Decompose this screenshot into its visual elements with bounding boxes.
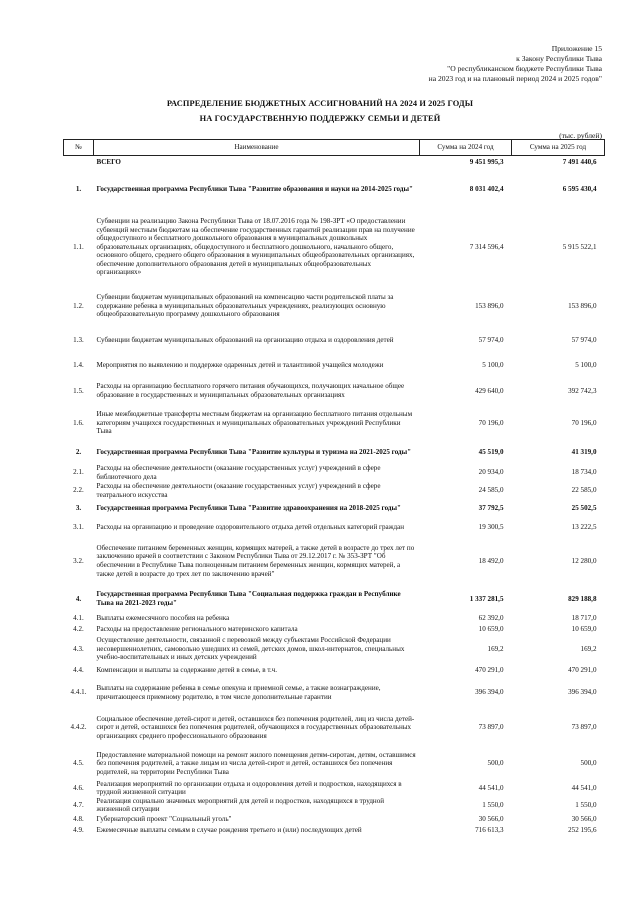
table-header-row (64, 140, 605, 156)
table-row (64, 708, 605, 748)
row-number: 4.4. (73, 666, 84, 675)
table-row (64, 748, 605, 780)
row-2025: 169,2 (580, 644, 597, 653)
table-row (64, 210, 605, 285)
row-2024: 57 974,0 (478, 335, 504, 344)
total-2024: 9 451 995,3 (469, 157, 504, 166)
row-2024: 24 585,0 (478, 486, 504, 495)
row-number: 1.2. (73, 301, 84, 310)
appendix-line: к Закону Республики Тыва (516, 54, 602, 63)
row-name: Ежемесячные выплаты семьям в случае рождения третьего и (или) последующих детей (96, 826, 362, 835)
total-2025: 7 491 440,6 (562, 157, 597, 166)
row-2024: 37 792,5 (478, 504, 504, 513)
row-name: Субвенции бюджетам муниципальных образований на организацию отдыха и оздоровления детей (96, 335, 394, 344)
row-2024: 30 566,0 (478, 815, 504, 824)
appendix-header (429, 44, 602, 84)
header-2025: Сумма на 2025 год (512, 140, 605, 156)
row-2024: 429 640,0 (475, 386, 504, 395)
row-name: Расходы на обеспечение деятельности (оказание государственных услуг) учреждений в сфере театрального искусства (96, 481, 381, 499)
row-2025: 44 541,0 (571, 783, 597, 792)
row-name: Компенсации и выплаты за содержание детей в семье, в т.ч. (96, 666, 278, 675)
row-number: 4.2. (73, 624, 84, 633)
row-name: Государственная программа Республики Тыва "Развитие здравоохранения на 2018-2025 годы" (96, 504, 401, 513)
row-number: 4.5. (73, 759, 84, 768)
table-row (64, 797, 605, 814)
budget-table (63, 139, 605, 836)
row-2024: 20 934,0 (478, 468, 504, 477)
table-row (64, 464, 605, 482)
program-row (64, 500, 605, 518)
row-number: 4.1. (73, 613, 84, 622)
row-2024: 18 492,0 (478, 556, 504, 565)
row-name: Расходы на организацию бесплатного горячего питания обучающихся, получающих начальное общее образование в государственных и муниципальных образовательных организациях (96, 382, 405, 399)
row-number: 1.3. (73, 335, 84, 344)
row-number: 2. (75, 448, 82, 457)
row-2025: 12 280,0 (571, 556, 597, 565)
row-name: Государственная программа Республики Тыва "Социальная поддержка граждан в Республике Тыва на 2021-2023 годы" (96, 590, 401, 607)
unit-label: (тыс. рублей) (559, 131, 602, 140)
row-name: Осуществление деятельности, связанной с перевозкой между субъектами Российской Федерации несовершеннолетних, самовольно ушедших из семей, детских домов, школ-интернатов, специальных учебно-воспитательных и иных детских учреждений (96, 636, 405, 662)
row-2024: 45 519,0 (478, 448, 504, 457)
appendix-line: "О республиканском бюджете Республики Тыва (447, 64, 602, 73)
row-2025: 252 195,6 (568, 826, 597, 835)
row-2024: 7 314 596,4 (469, 242, 504, 251)
row-2025: 392 742,3 (568, 386, 597, 395)
row-number: 4.8. (73, 815, 84, 824)
program-row (64, 169, 605, 210)
row-name: Субвенции бюджетам муниципальных образований на компенсацию части родительской платы за содержание ребенка в муниципальных образовательных учреждениях, реализующих основную общеобразовательную программу дошкольного образования (96, 293, 394, 319)
row-name: Расходы на обеспечение деятельности (оказание государственных услуг) учреждений в сфере библиотечного дела (96, 463, 381, 481)
appendix-line: на 2023 год и на плановый период 2024 и 2025 годов" (428, 74, 602, 83)
row-number: 4.4.1. (70, 688, 87, 697)
row-2024: 19 300,5 (478, 522, 504, 531)
row-number: 3.1. (73, 522, 84, 531)
row-2024: 62 392,0 (478, 613, 504, 622)
row-2025: 500,0 (580, 759, 597, 768)
table-row (64, 678, 605, 708)
row-number: 1.4. (73, 360, 84, 369)
row-name: Социальное обеспечение детей-сирот и детей, оставшихся без попечения родителей, лиц из числа детей-сирот и детей, оставшихся без попечения родителей, обучающихся в государственных образовательных организациях среднего профессионального образования (96, 714, 415, 740)
row-2025: 41 319,0 (571, 448, 597, 457)
row-2025: 73 897,0 (571, 723, 597, 732)
header-2024: Сумма на 2024 год (420, 140, 512, 156)
row-number: 4.3. (73, 644, 84, 653)
row-number: 4.7. (73, 800, 84, 809)
row-name: Субвенции на реализацию Закона Республики Тыва от 18.07.2016 года № 198-ЗРТ «О предоставлении субвенций местным бюджетам на обеспечение государственных гарантий реализации прав на получение общедоступного и бесплатного дошкольного образования в муниципальных дошкольных образовательных организациях, общедоступного и бесплатного дошкольного, начального общего, основного общего, среднего общего образования в муниципальных общеобразовательных организациях, обеспечение дополнительного образования детей в муниципальных общеобразовательных организациях» (96, 216, 415, 277)
row-2024: 1 337 281,5 (469, 594, 504, 603)
program-row (64, 586, 605, 613)
row-2024: 169,2 (487, 644, 504, 653)
row-number: 2.1. (73, 468, 84, 477)
row-name: Государственная программа Республики Тыва "Развитие образования и науки на 2014-2025 годы" (96, 184, 413, 193)
total-row (64, 156, 605, 169)
program-row (64, 442, 605, 464)
row-2025: 5 100,0 (575, 360, 597, 369)
row-2025: 829 188,8 (568, 594, 597, 603)
row-2025: 18 734,0 (571, 468, 597, 477)
row-number: 1.5. (73, 386, 84, 395)
row-name: Государственная программа Республики Тыва "Развитие культуры и туризма на 2021-2025 годы" (96, 448, 412, 457)
row-2025: 13 222,5 (571, 522, 597, 531)
row-2024: 396 394,0 (475, 688, 504, 697)
table-row (64, 405, 605, 442)
table-row (64, 780, 605, 797)
row-number: 3.2. (73, 556, 84, 565)
row-2024: 70 196,0 (478, 418, 504, 427)
table-row (64, 825, 605, 836)
row-2024: 153 896,0 (475, 301, 504, 310)
header-num: № (64, 140, 94, 156)
table-row (64, 285, 605, 328)
table-row (64, 518, 605, 537)
row-2024: 10 659,0 (478, 624, 504, 633)
row-2025: 5 915 522,1 (562, 242, 597, 251)
row-name: Предоставление материальной помощи на ремонт жилого помещения детям-сиротам, детям, оставшимся без попечения родителей, а также лицам из числа детей-сирот и детей, оставшихся без попечения родителей, на территории Республики Тыва (96, 750, 416, 776)
row-number: 4.4.2. (70, 723, 87, 732)
row-name: Обеспечение питанием беременных женщин, кормящих матерей, а также детей в возрасте до трех лет по заключению врачей в соответствии с Законом Республики Тыва от 29.12.2017 г. № 353-ЗРТ "Об обеспечении в Республике Тыва полноценным питанием беременных женщин, кормящих матерей, а также детей в возрасте до трех лет по заключению врачей" (96, 543, 415, 578)
row-2024: 470 291,0 (475, 666, 504, 675)
row-2025: 153 896,0 (568, 301, 597, 310)
total-label: ВСЕГО (96, 157, 121, 166)
row-2025: 396 394,0 (568, 688, 597, 697)
row-2024: 716 613,3 (475, 826, 504, 835)
row-2025: 30 566,0 (571, 815, 597, 824)
row-name: Расходы на организацию и проведение оздоровительного отдыха детей отдельных категорий граждан (96, 522, 405, 531)
table-row (64, 353, 605, 378)
row-number: 4.9. (73, 826, 84, 835)
table-row (64, 664, 605, 678)
row-name: Расходы на предоставление регионального материнского капитала (96, 624, 298, 633)
row-number: 1.6. (73, 418, 84, 427)
table-row (64, 328, 605, 353)
row-number: 3. (75, 504, 82, 513)
row-2025: 70 196,0 (571, 418, 597, 427)
row-name: Реализация социально значимых мероприятий для детей и подростков, находящихся в трудной жизненной ситуации (96, 796, 385, 814)
row-name: Реализация мероприятий по организации отдыха и оздоровления детей и подростков, находящихся в трудной жизненной ситуации (96, 779, 402, 797)
row-number: 4.6. (73, 783, 84, 792)
row-2025: 10 659,0 (571, 624, 597, 633)
table-row (64, 378, 605, 405)
row-2025: 57 974,0 (571, 335, 597, 344)
table-row (64, 814, 605, 825)
row-number: 1. (75, 184, 82, 193)
row-2024: 8 031 402,4 (469, 184, 504, 193)
row-2024: 5 100,0 (482, 360, 504, 369)
row-2024: 1 550,0 (482, 800, 504, 809)
row-2024: 500,0 (487, 759, 504, 768)
table-row (64, 635, 605, 664)
row-name: Выплаты на содержание ребенка в семье опекуна и приемной семье, а также вознаграждение, причитающееся приемному родителю, в том числе дополнительные гарантии (96, 683, 381, 701)
document-subtitle: НА ГОСУДАРСТВЕННУЮ ПОДДЕРЖКУ СЕМЬИ И ДЕТЕЙ (199, 114, 441, 123)
total-num (64, 156, 94, 169)
row-2024: 44 541,0 (478, 783, 504, 792)
row-2025: 6 595 430,4 (562, 184, 597, 193)
table-row (64, 624, 605, 635)
table-row (64, 613, 605, 624)
document-title: РАСПРЕДЕЛЕНИЕ БЮДЖЕТНЫХ АССИГНОВАНИЙ НА 2024 И 2025 ГОДЫ (166, 99, 474, 108)
header-name: Наименование (94, 140, 420, 156)
row-2025: 18 717,0 (571, 613, 597, 622)
row-2025: 470 291,0 (568, 666, 597, 675)
table-row (64, 482, 605, 500)
appendix-line: Приложение 15 (551, 44, 602, 53)
row-name: Выплаты ежемесячного пособия на ребенка (96, 613, 230, 622)
row-number: 1.1. (73, 242, 84, 251)
row-name: Иные межбюджетные трансферты местным бюджетам на организацию бесплатного питания отдельным категориям учащихся государственных и муниципальных образовательных учреждений Республики Тыва (96, 410, 413, 436)
row-name: Губернаторский проект "Социальный уголь" (96, 815, 232, 824)
row-name: Мероприятия по выявлению и поддержке одаренных детей и талантливой учащейся молодежи (96, 360, 384, 369)
row-2025: 22 585,0 (571, 486, 597, 495)
row-number: 4. (75, 594, 82, 603)
row-2025: 25 502,5 (571, 504, 597, 513)
table-row (64, 537, 605, 586)
row-2025: 1 550,0 (575, 800, 597, 809)
row-2024: 73 897,0 (478, 723, 504, 732)
row-number: 2.2. (73, 486, 84, 495)
